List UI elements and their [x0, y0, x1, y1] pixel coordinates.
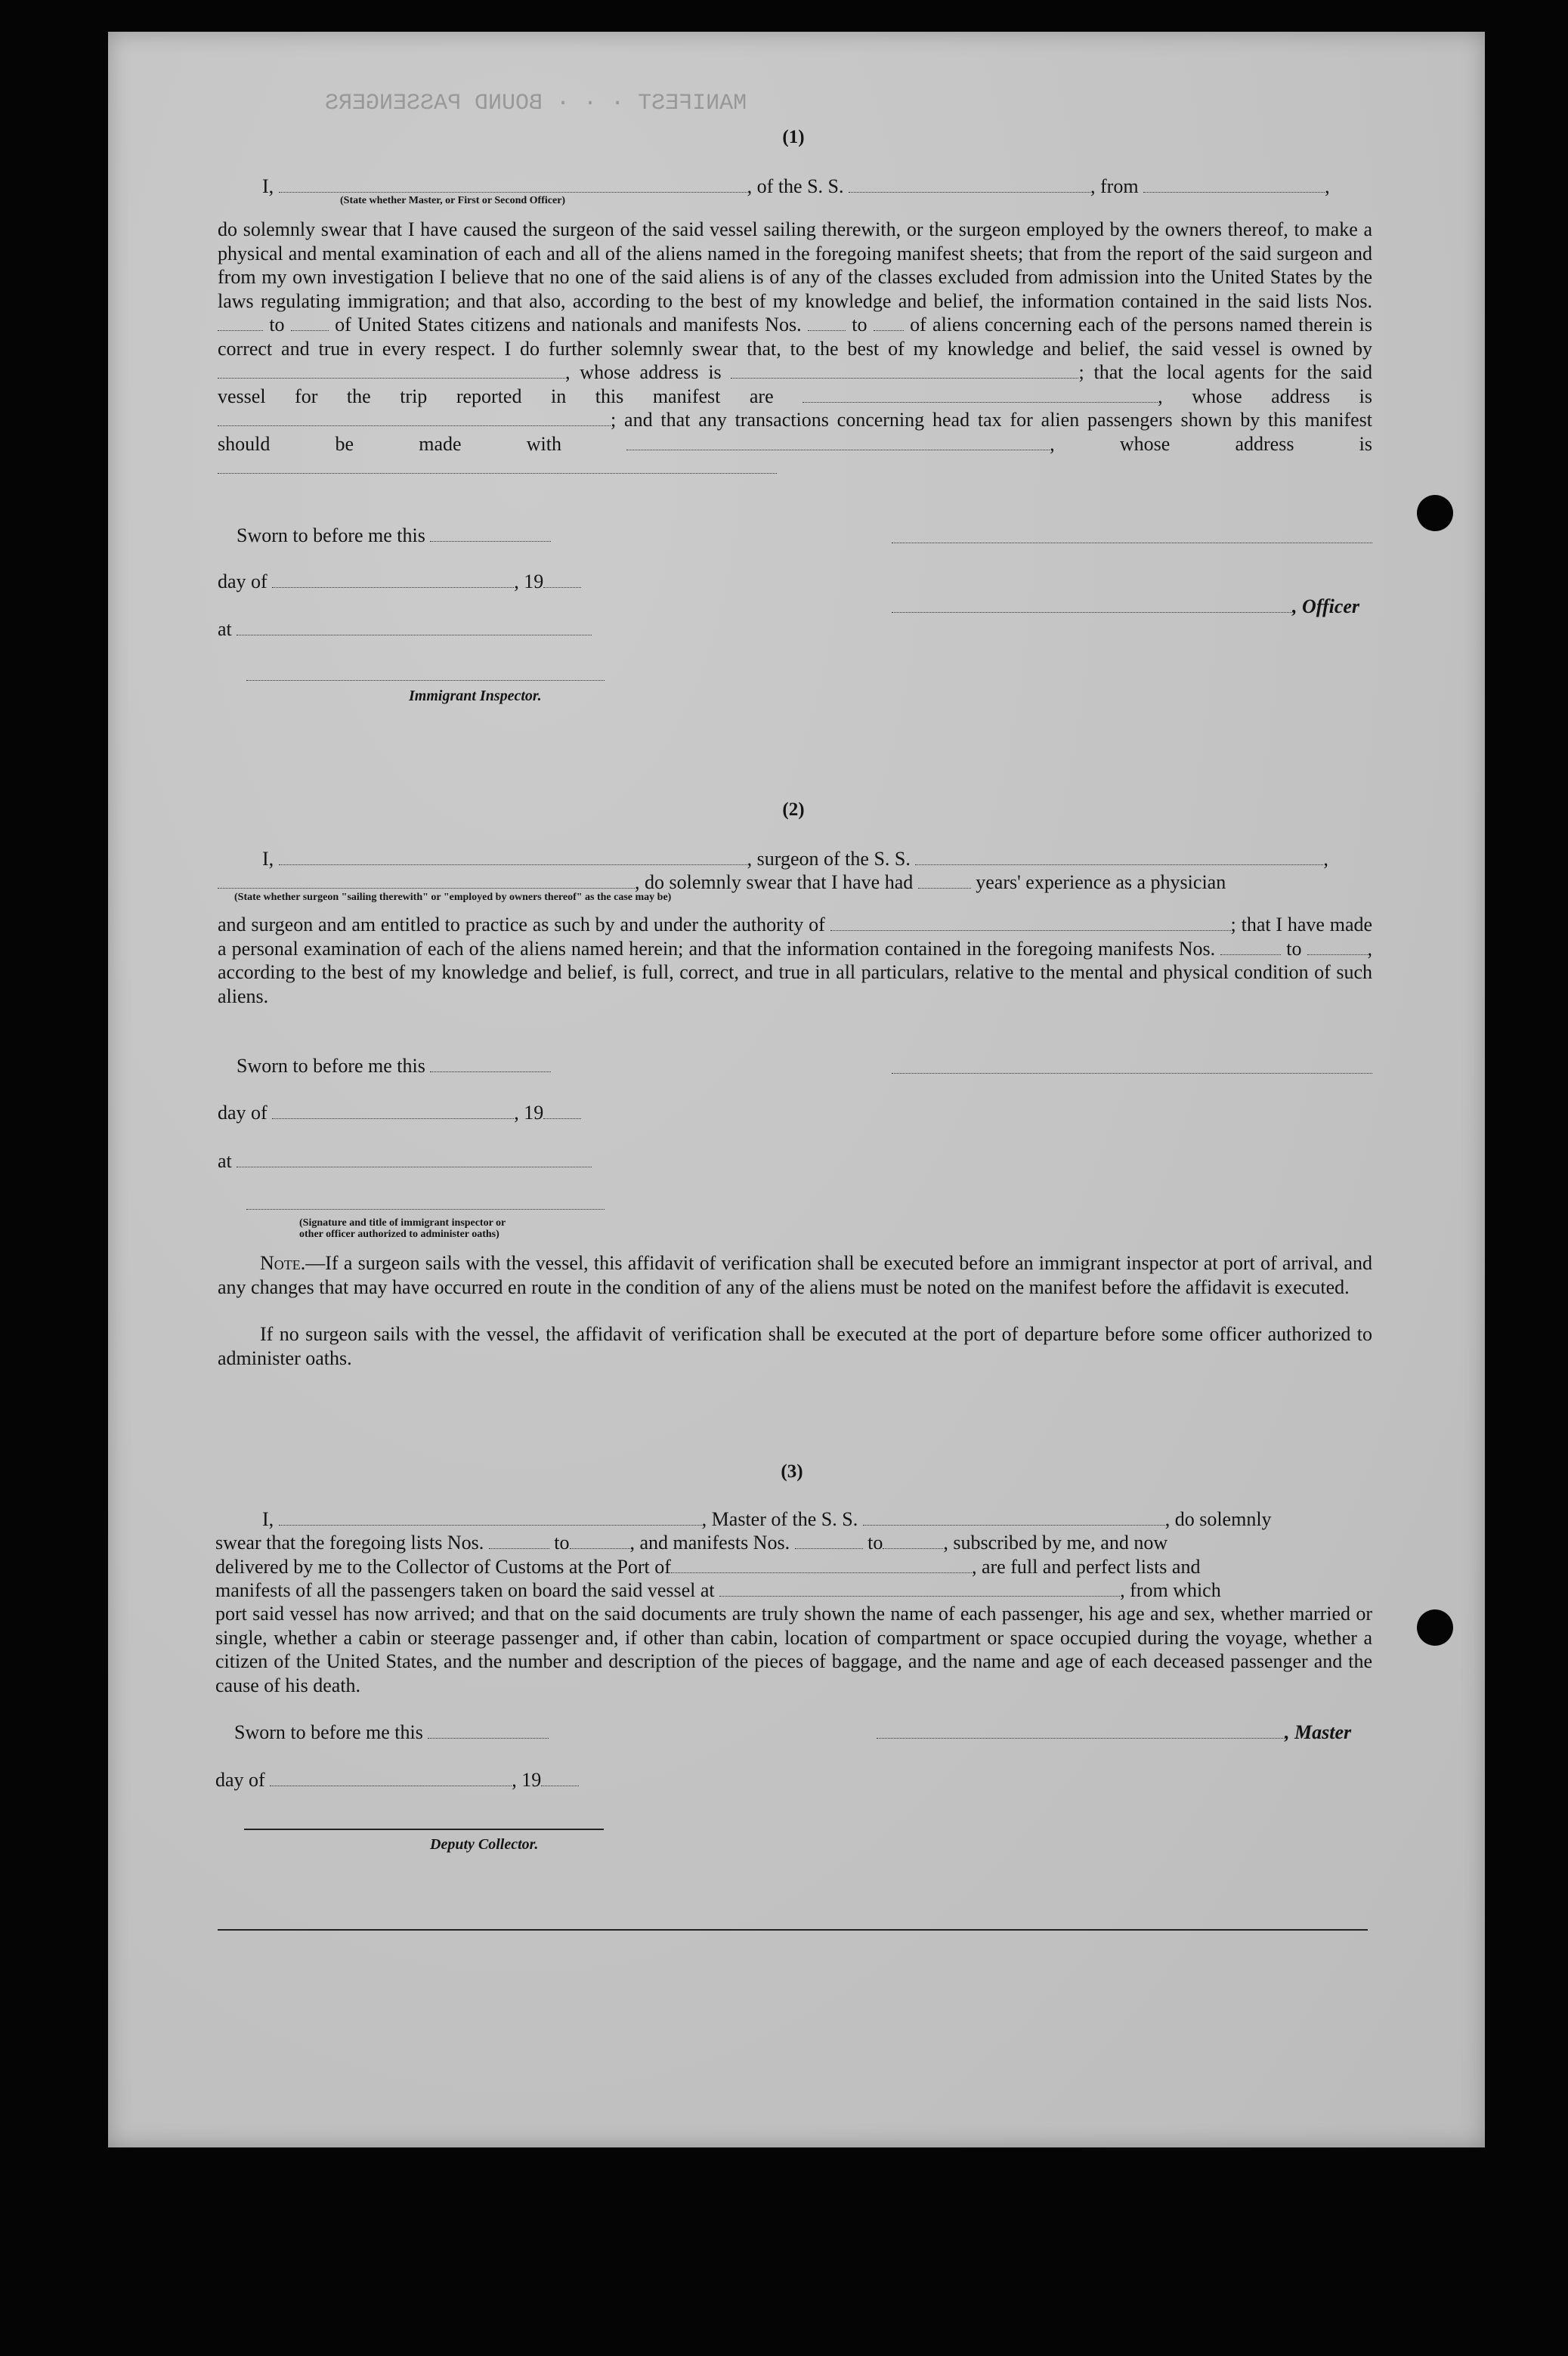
master-vessel-field[interactable]: [863, 1510, 1165, 1526]
surgeon-manifests-to-field[interactable]: [1307, 939, 1368, 955]
section-3-oath-text: port said vessel has now arrived; and that on the said documents are truly shown the name of each passenger, his age and sex, whether married or single, whether a cabin or steerage passenger and, if other than cabin, location of compartment or space occupied during the voyage, whether a citizen of the United States, and the number and description of the pieces of baggage, and the name and age of each deceased passenger and the cause of his death.: [215, 1603, 1372, 1696]
inspector-signature-line[interactable]: [246, 680, 605, 681]
officer-signature-line-2[interactable]: [892, 597, 1292, 613]
local-agents-field[interactable]: [803, 387, 1158, 403]
section-2-day-line: day of , 19: [218, 1102, 581, 1124]
surgeon-note-paragraph: Note.—If a surgeon sails with the vessel, this affidavit of verification shall be executed before an immigrant inspector at port of arrival, and any changes that may have occurred en route in the condition of any of the aliens must be noted on the manifest before the affidavit is executed.: [218, 1252, 1372, 1298]
section-1-opening-line: I, , of the S. S. , from ,: [262, 175, 1330, 197]
administering-officer-signature-line[interactable]: [246, 1209, 605, 1210]
surgeon-status-field[interactable]: [218, 873, 635, 889]
surgeon-day-of-field[interactable]: [272, 1103, 514, 1119]
section-3-lists-line: swear that the foregoing lists Nos. to , and manifests Nos. to , subscribed by me, and now: [215, 1532, 1168, 1554]
officer-signature-row: , Officer: [892, 595, 1359, 618]
surgeon-year-field[interactable]: [543, 1103, 581, 1119]
bottom-rule: [218, 1929, 1368, 1931]
at-place-field[interactable]: [237, 620, 592, 635]
punch-hole-top: [1417, 495, 1453, 531]
section-2-second-line: , do solemnly swear that I have had years' experience as a physician: [218, 871, 1226, 894]
surgeon-sworn-date-field[interactable]: [430, 1056, 551, 1072]
surgeon-signature-line[interactable]: [892, 1073, 1372, 1074]
master-sworn-date-field[interactable]: [428, 1723, 549, 1739]
owner-address-field[interactable]: [731, 363, 1078, 379]
section-3-sworn-line: Sworn to before me this: [234, 1721, 549, 1744]
signature-caption-line-1: (Signature and title of immigrant inspector or: [299, 1217, 506, 1229]
section-1-at-line: at: [218, 618, 592, 641]
officer-title-note: (State whether Master, or First or Second Officer): [340, 195, 566, 206]
manifests-to-field[interactable]: [874, 315, 904, 331]
day-of-field[interactable]: [272, 572, 514, 588]
head-tax-contact-field[interactable]: [626, 434, 1050, 450]
no-surgeon-note-paragraph: If no surgeon sails with the vessel, the affidavit of verification shall be executed at the port of departure before some officer authorized to administer oaths.: [218, 1323, 1372, 1369]
years-experience-field[interactable]: [918, 873, 971, 889]
show-through-text: MANIFEST · · · BOUND PASSENGERS: [325, 91, 747, 116]
lists-to-field[interactable]: [291, 315, 329, 331]
boarding-port-field[interactable]: [719, 1581, 1120, 1597]
section-3-day-line: day of , 19: [215, 1769, 579, 1792]
surgeon-status-note: (State whether surgeon "sailing therewith" or "employed by owners thereof" as the case may be): [234, 892, 672, 903]
surgeon-vessel-field[interactable]: [915, 849, 1323, 865]
agents-address-field[interactable]: [218, 410, 611, 426]
master-manifests-to-field[interactable]: [883, 1533, 943, 1549]
collector-port-field[interactable]: [671, 1557, 972, 1573]
owner-field[interactable]: [218, 363, 565, 379]
master-lists-from-field[interactable]: [489, 1533, 549, 1549]
deputy-collector-caption: Deputy Collector.: [430, 1836, 539, 1853]
surgeon-name-field[interactable]: [279, 849, 747, 865]
section-3-boarding-line: manifests of all the passengers taken on board the said vessel at , from which: [215, 1579, 1221, 1601]
sworn-date-field[interactable]: [430, 526, 551, 542]
master-signature-line[interactable]: [877, 1723, 1285, 1739]
surgeon-at-place-field[interactable]: [237, 1152, 592, 1167]
signature-caption-line-2: other officer authorized to administer oaths): [299, 1229, 499, 1240]
vessel-name-field[interactable]: [849, 177, 1090, 193]
punch-hole-bottom: [1417, 1609, 1453, 1646]
manifests-from-field[interactable]: [808, 315, 846, 331]
section-2-opening-line: I, , surgeon of the S. S. ,: [262, 848, 1328, 870]
year-field[interactable]: [543, 572, 581, 588]
section-2-oath-text: and surgeon and am entitled to practice as such by and under the authority of ; that I have made a personal examination of each of the aliens named herein; and that the information contained in the foregoing manifests Nos. to , according to the best of my knowledge and belief, is full, correct, and true in all particulars, relative to the mental and physical condition of such aliens.: [218, 914, 1373, 1007]
section-1-day-line: day of , 19: [218, 570, 581, 593]
master-manifests-from-field[interactable]: [795, 1533, 863, 1549]
master-lists-to-field[interactable]: [570, 1533, 630, 1549]
surgeon-manifests-from-field[interactable]: [1220, 939, 1281, 955]
section-2-at-line: at: [218, 1150, 592, 1173]
section-3-number: (3): [781, 1461, 803, 1482]
section-2-sworn-line: Sworn to before me this: [237, 1055, 551, 1078]
head-tax-address-field[interactable]: [218, 458, 777, 474]
master-name-field[interactable]: [279, 1510, 702, 1526]
section-1-number: (1): [782, 127, 805, 147]
practice-authority-field[interactable]: [830, 915, 1231, 931]
section-1-oath-text: do solemnly swear that I have caused the surgeon of the said vessel sailing therewith, or the surgeon employed by the owners thereof, to make a physical and mental examination of each and all of the aliens named in the foregoing manifest sheets; that from the report of the said surgeon and from my own investigation I believe that no one of the said aliens is of any of the classes excluded from admission into the United States by the laws regulating immigration; and that also, according to the best of my knowledge and belief, the information contained in the said lists Nos. to of United States citizens and nationals and manifests Nos. to of aliens concerning each of the persons named therein is correct and true in every respect. I do further solemnly swear that, to the best of my knowledge and belief, the said vessel is owned by , whose address is ; that the local agents for the said vessel for the trip reported in this manifest are , whose address is ; and that any transactions concerning head tax for alien passengers shown by this manifest should be made with , whose address is: [218, 218, 1372, 480]
section-3-opening-line: I, , Master of the S. S. , do solemnly: [262, 1508, 1272, 1530]
officer-title-field[interactable]: [279, 177, 747, 193]
from-port-field[interactable]: [1143, 177, 1325, 193]
master-year-field[interactable]: [541, 1770, 579, 1786]
deputy-collector-signature-line[interactable]: [244, 1829, 604, 1830]
inspector-caption: Immigrant Inspector.: [409, 688, 542, 704]
master-signature-row: , Master: [877, 1721, 1351, 1744]
section-1-sworn-line: Sworn to before me this: [237, 524, 551, 547]
section-2-number: (2): [782, 799, 805, 820]
master-day-of-field[interactable]: [270, 1770, 512, 1786]
section-3-port-line: delivered by me to the Collector of Customs at the Port of , are full and perfect lists and: [215, 1556, 1201, 1578]
lists-from-field[interactable]: [218, 315, 263, 331]
